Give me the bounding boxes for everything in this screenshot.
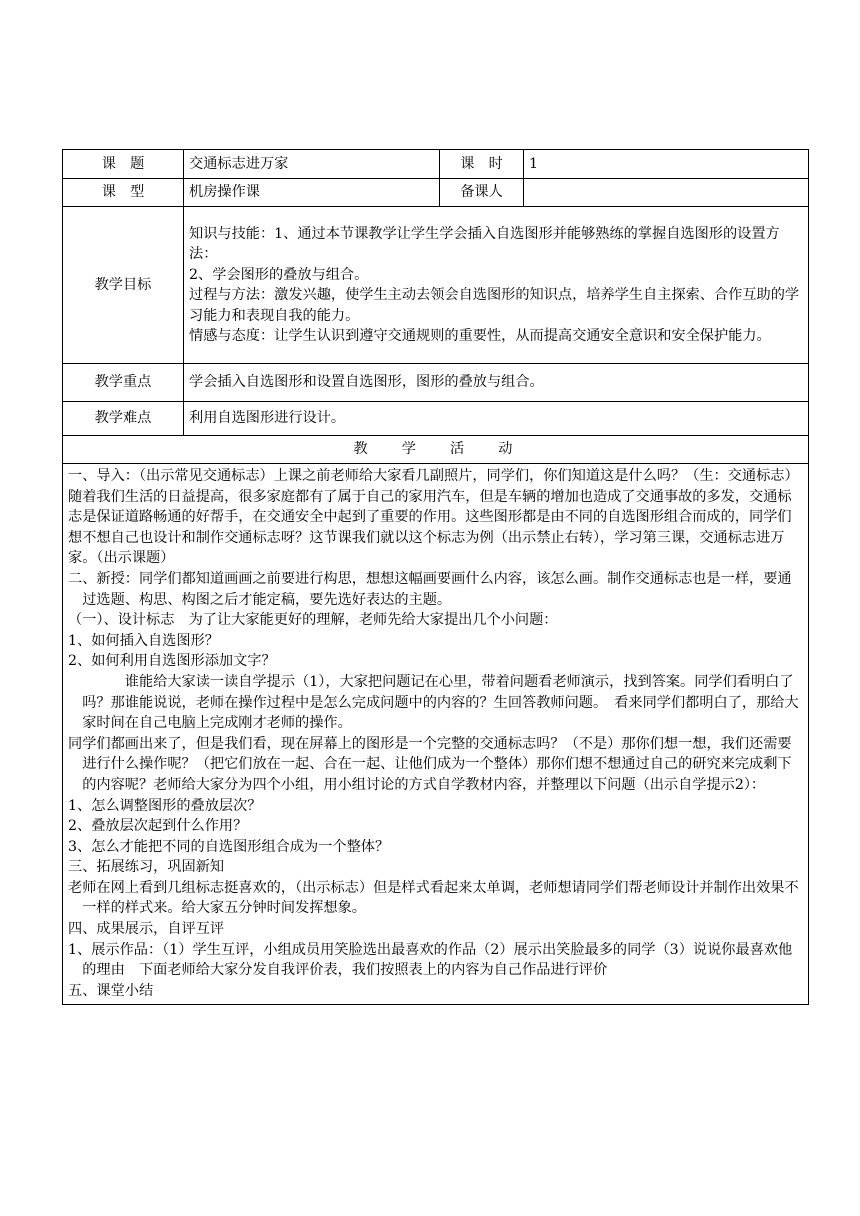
activity-new-lesson: 二、新授：同学们都知道画画之前要进行构思，想想这幅画要画什么内容，该怎么画。制作交通标志也是一样，要通过选题、构思、构图之后才能定稿，要先选好表达的主题。 [68, 570, 792, 608]
key-label: 教学重点 [63, 364, 184, 402]
row-difficulty [63, 402, 809, 436]
lesson-plan-sheet [62, 149, 808, 1005]
activity-question-2: 2、如何利用自选图形添加文字？ [68, 653, 276, 670]
key-value: 学会插入自选图形和设置自选图形，图形的叠放与组合。 [184, 364, 809, 402]
row-goals [63, 207, 809, 364]
activity-showcase-heading: 四、成果展示，自评互评 [68, 921, 225, 938]
row-key-point [63, 364, 809, 402]
type-value: 机房操作课 [184, 179, 440, 207]
difficulty-value: 利用自选图形进行设计。 [184, 402, 809, 436]
activity-question-5: 3、怎么才能把不同的自选图形组合成为一个整体？ [68, 838, 390, 855]
row-type [63, 179, 809, 207]
activity-showcase-text: 1、展示作品：（1）学生互评，小组成员用笑脸选出最喜欢的作品（2）展示出笑脸最多的同学（3）说说你最喜欢他的理由 下面老师给大家分发自我评价表，我们按照表上的内容为自己作品进行评价 [68, 941, 793, 979]
difficulty-label: 教学难点 [63, 402, 184, 436]
activity-design-heading: （一）、设计标志 为了让大家能更好的理解，老师先给大家提出几个小问题： [68, 612, 558, 629]
goal-knowledge-2: 2、学会图形的叠放与组合。 [189, 266, 369, 283]
row-activity-title [63, 436, 809, 464]
row-activity [63, 464, 809, 1005]
goal-knowledge: 知识与技能：1、通过本节课教学让学生学会插入自选图形并能够熟练的掌握自选图形的设置方法： [189, 225, 780, 262]
hours-value: 1 [524, 150, 809, 179]
hours-label: 课 时 [440, 150, 524, 179]
row-topic [63, 150, 809, 179]
activity-title: 教学活动 [63, 436, 809, 464]
preparer-label: 备课人 [440, 179, 524, 207]
activity-question-4: 2、叠放层次起到什么作用？ [68, 818, 248, 835]
activity-question-3: 1、怎么调整图形的叠放层次？ [68, 797, 262, 814]
type-label: 课 型 [63, 179, 184, 207]
lesson-plan-table [62, 149, 809, 1005]
goal-process: 过程与方法：激发兴趣，使学生主动去领会自选图形的知识点，培养学生自主探索、合作互助的学习能力和表现自我的能力。 [189, 287, 800, 324]
activity-extension-heading: 三、拓展练习，巩固新知 [68, 859, 225, 876]
activity-intro: 一、导入：（出示常见交通标志）上课之前老师给大家看几副照片，同学们，你们知道这是什么吗？（生：交通标志）随着我们生活的日益提高，很多家庭都有了属于自己的家用汽车，但是车辆的增加也造成了交通事故的多发，交通标志是保证道路畅通的好帮手，在交通安全中起到了重要的作用。这些图形都是由不同的自选图形组合而成的，同学们想不想自己也设计和制作交通标志呀？这节课我们就以这个标志为例（出示禁止右转），学习第三课，交通标志进万家。（出示课题） [68, 468, 799, 567]
goal-emotion: 情感与态度：让学生认识到遵守交通规则的重要性，从而提高交通安全意识和安全保护能力。 [189, 328, 771, 344]
activity-content [63, 464, 809, 1005]
preparer-value [524, 179, 809, 207]
topic-value: 交通标志进万家 [184, 150, 440, 179]
activity-summary-heading: 五、课堂小结 [68, 982, 154, 999]
goals-content [184, 207, 809, 364]
goals-label: 教学目标 [63, 207, 184, 364]
activity-self-study-1: 谁能给大家读一读自学提示（1），大家把问题记在心里，带着问题看老师演示，找到答案。同学们看明白了吗？那谁能说说，老师在操作过程中是怎么完成问题中的内容的？生回答教师问题。 看来同学们都明白了，那给大家时间在自己电脑上完成刚才老师的操作。 [82, 673, 799, 732]
activity-extension-text: 老师在网上看到几组标志挺喜欢的，（出示标志）但是样式看起来太单调，老师想请同学们帮老师设计并制作出效果不一样的样式来。给大家五分钟时间发挥想象。 [68, 879, 799, 917]
activity-question-1: 1、如何插入自选图形？ [68, 632, 219, 649]
topic-label: 课 题 [63, 150, 184, 179]
activity-discussion: 同学们都画出来了，但是我们看，现在屏幕上的图形是一个完整的交通标志吗？（不是）那你们想一想，我们还需要进行什么操作呢？（把它们放在一起、合在一起、让他们成为一个整体）那你们想不想通过自己的研究来完成剩下的内容呢？老师给大家分为四个小组，用小组讨论的方式自学教材内容，并整理以下问题（出示自学提示2）： [68, 735, 792, 793]
